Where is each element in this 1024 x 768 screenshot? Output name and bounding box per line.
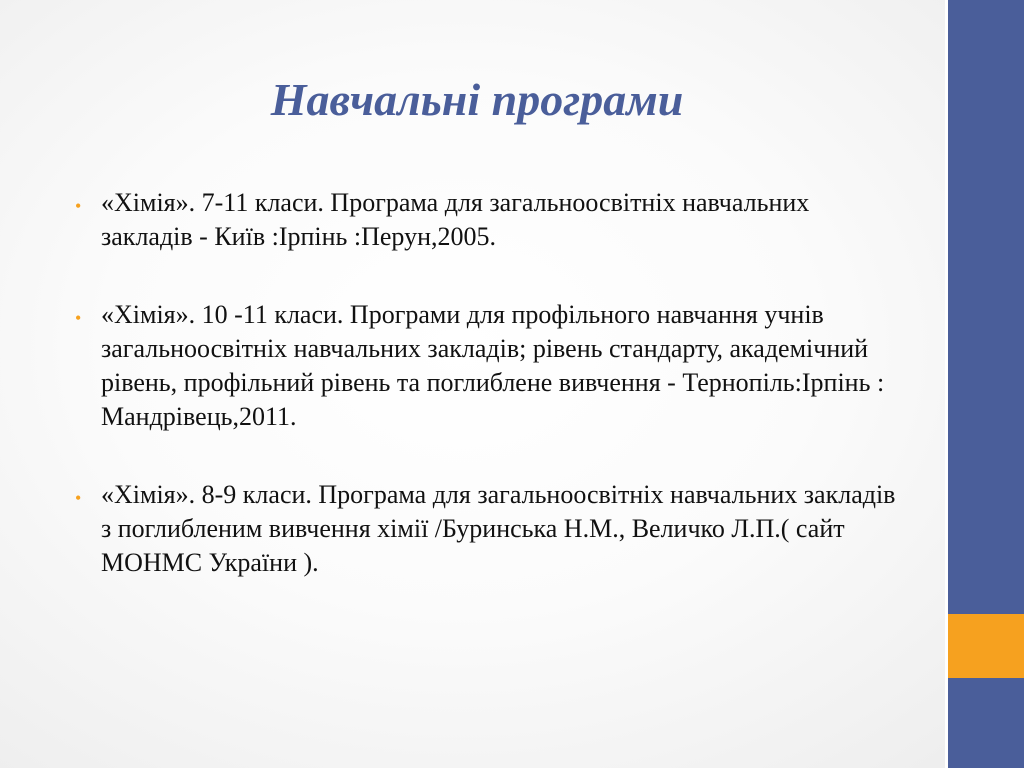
- bullet-item: [74, 478, 904, 580]
- bullet-icon: •: [75, 488, 82, 508]
- bullet-item: [74, 186, 904, 254]
- bullet-icon: •: [75, 196, 82, 216]
- bullet-text: «Хімія». 7-11 класи. Програма для загальноосвітніх навчальних закладів - Київ :Ірпінь :Перун,2005.: [101, 188, 810, 251]
- bullet-icon: •: [75, 308, 82, 328]
- slide-title: Навчальні програми: [270, 74, 684, 125]
- bullet-item: [74, 298, 904, 434]
- side-accent-block: [948, 614, 1024, 678]
- bullet-list: [74, 186, 904, 580]
- bullet-text: «Хімія». 8-9 класи. Програма для загальноосвітніх навчальних закладів з поглибленим вивчення хімії /Буринська Н.М., Величко Л.П.( сайт МОНМС України ).: [101, 480, 896, 577]
- bullet-text: «Хімія». 10 -11 класи. Програми для профільного навчання учнів загальноосвітніх навчальних закладів; рівень стандарту, академічний рівень, профільний рівень та поглиблене вивчення - Тернопіль:Ірпінь : Мандрівець,2011.: [101, 300, 885, 431]
